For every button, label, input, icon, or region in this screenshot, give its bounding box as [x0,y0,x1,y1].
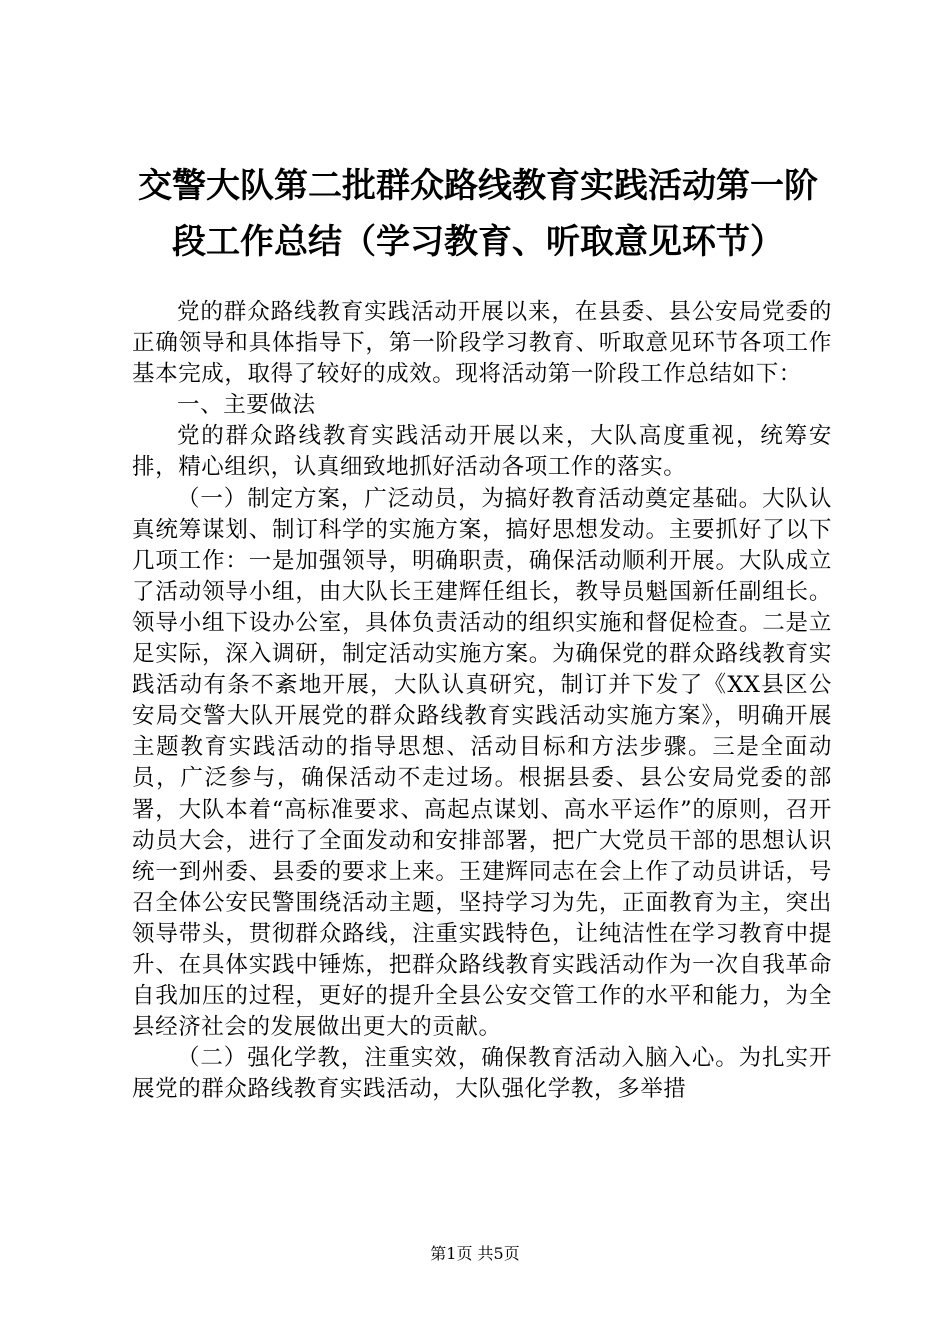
title-line-1: 交警大队第二批群众路线教育实践活动第一阶 [138,166,818,206]
page-number-footer: 第1页 共5页 [430,1244,520,1263]
paragraph-overview: 党的群众路线教育实践活动开展以来，大队高度重视，统筹安排，精心组织，认真细致地抓好活动各项工作的落实。 [132,423,832,481]
title-line-2: 段工作总结（学习教育、听取意见环节） [172,222,784,262]
paragraph-section-2: （二）强化学教，注重实效，确保教育活动入脑入心。为扎实开展党的群众路线教育实践活动，大队强化学教，多举措 [132,1045,832,1103]
document-title [118,158,838,270]
section-heading-main-practices: 一、主要做法 [177,392,316,419]
paragraph-intro: 党的群众路线教育实践活动开展以来，在县委、县公安局党委的正确领导和具体指导下，第一阶段学习教育、听取意见环节各项工作基本完成，取得了较好的成效。现将活动第一阶段工作总结如下： [132,299,832,388]
paragraph-section-1: （一）制定方案，广泛动员，为搞好教育活动奠定基础。大队认真统筹谋划、制订科学的实施方案，搞好思想发动。主要抓好了以下几项工作：一是加强领导，明确职责，确保活动顺利开展。大队成立了活动领导小组，由大队长王建辉任组长，教导员魁国新任副组长。领导小组下设办公室，具体负责活动的组织实施和督促检查。二是立足实际，深入调研，制定活动实施方案。为确保党的群众路线教育实践活动有条不紊地开展，大队认真研究，制订并下发了《XX县区公安局交警大队开展党的群众路线教育实践活动实施方案》，明确开展主题教育实践活动的指导思想、活动目标和方法步骤。三是全面动员，广泛参与，确保活动不走过场。根据县委、县公安局党委的部署，大队本着“高标准要求、高起点谋划、高水平运作”的原则，召开动员大会，进行了全面发动和安排部署，把广大党员干部的思想认识统一到州委、县委的要求上来。王建辉同志在会上作了动员讲话，号召全体公安民警围绕活动主题，坚持学习为先，正面教育为主，突出领导带头，贯彻群众路线，注重实践特色，让纯洁性在学习教育中提升、在具体实践中锤炼，把群众路线教育实践活动作为一次自我革命自我加压的过程，更好的提升全县公安交管工作的水平和能力，为全县经济社会的发展做出更大的贡献。 [132,485,832,1041]
document-body [132,297,832,1105]
